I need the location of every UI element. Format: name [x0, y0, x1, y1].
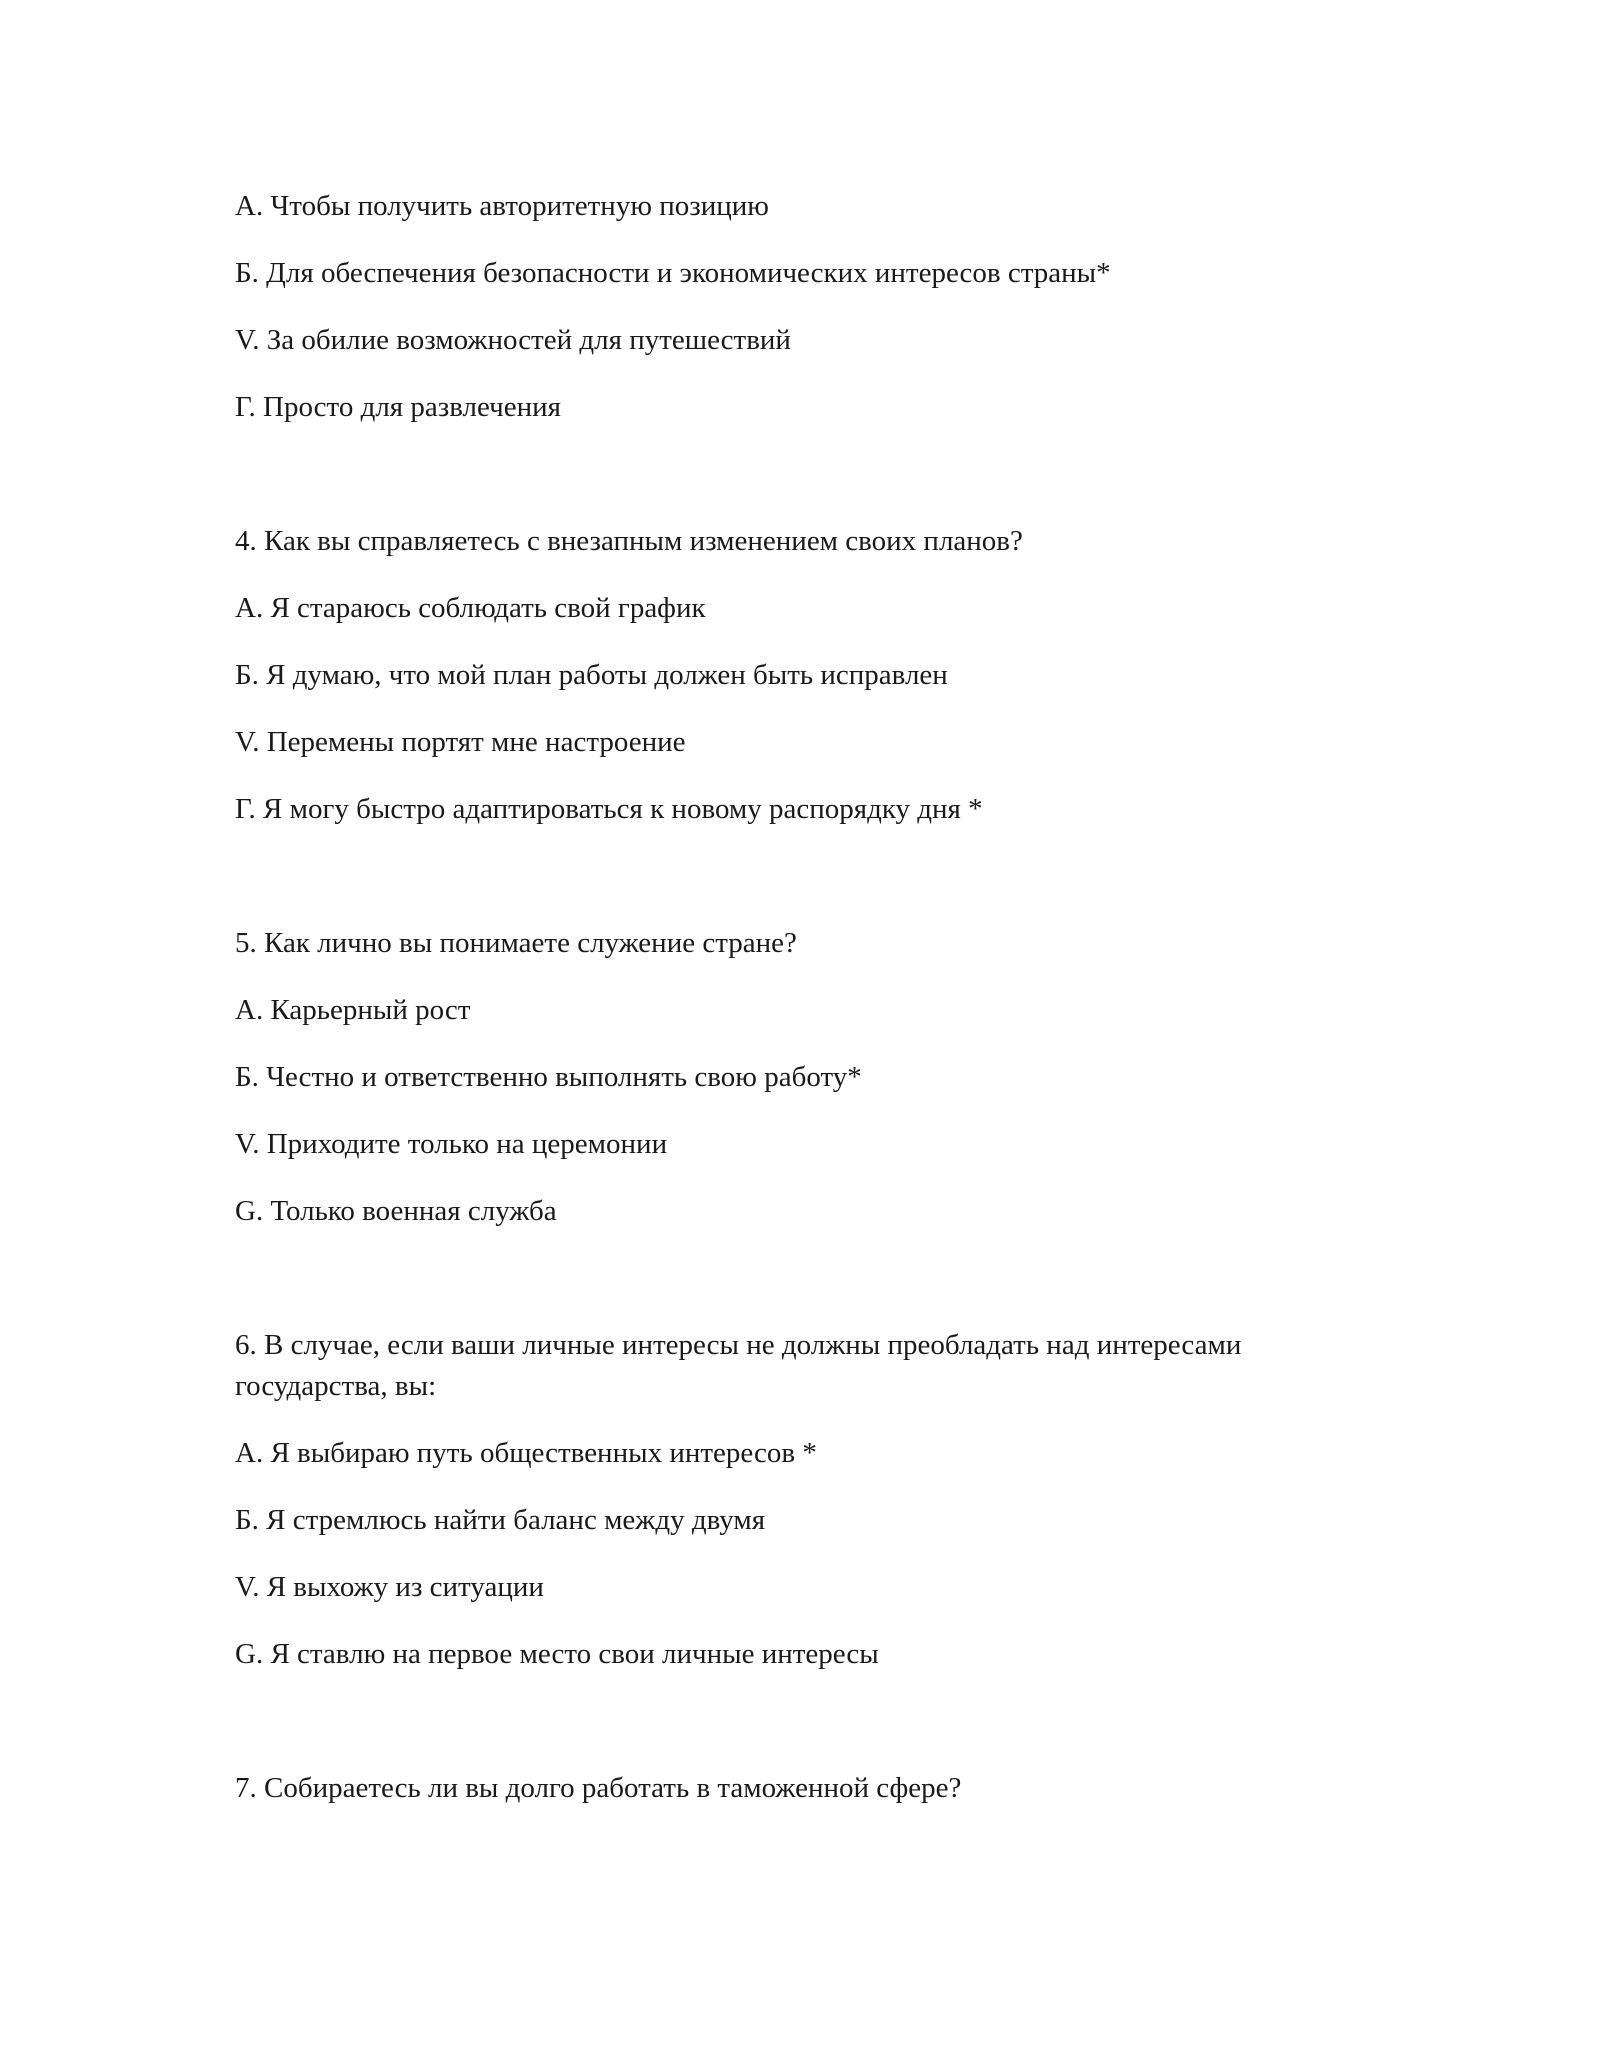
q4-option-g: Г. Я могу быстро адаптироваться к новому распорядку дня *: [235, 793, 983, 825]
q5-option-a: А. Карьерный рост: [235, 994, 471, 1026]
q3-option-a: А. Чтобы получить авторитетную позицию: [235, 190, 769, 222]
q5-question: 5. Как лично вы понимаете служение стране?: [235, 927, 797, 959]
q6-option-v: V. Я выхожу из ситуации: [235, 1571, 544, 1603]
q5-option-b: Б. Честно и ответственно выполнять свою работу*: [235, 1061, 862, 1093]
q4-question: 4. Как вы справляетесь с внезапным изменением своих планов?: [235, 525, 1023, 557]
q3-option-g: Г. Просто для развлечения: [235, 391, 561, 423]
q5-option-v: V. Приходите только на церемонии: [235, 1128, 668, 1160]
q6-question-line2: государства, вы:: [235, 1370, 437, 1402]
q7-question: 7. Собираетесь ли вы долго работать в таможенной сфере?: [235, 1772, 962, 1804]
q5-option-g: G. Только военная служба: [235, 1195, 557, 1227]
q6-option-a: А. Я выбираю путь общественных интересов *: [235, 1437, 817, 1469]
q3-option-v: V. За обилие возможностей для путешествий: [235, 324, 791, 356]
q3-option-b: Б. Для обеспечения безопасности и экономических интересов страны*: [235, 257, 1111, 289]
q6-question-line1: 6. В случае, если ваши личные интересы не должны преобладать над интересами: [235, 1329, 1242, 1361]
q6-option-b: Б. Я стремлюсь найти баланс между двумя: [235, 1504, 766, 1536]
q4-option-v: V. Перемены портят мне настроение: [235, 726, 686, 758]
q4-option-b: Б. Я думаю, что мой план работы должен быть исправлен: [235, 659, 948, 691]
q4-option-a: А. Я стараюсь соблюдать свой график: [235, 592, 706, 624]
q6-option-g: G. Я ставлю на первое место свои личные интересы: [235, 1638, 879, 1670]
